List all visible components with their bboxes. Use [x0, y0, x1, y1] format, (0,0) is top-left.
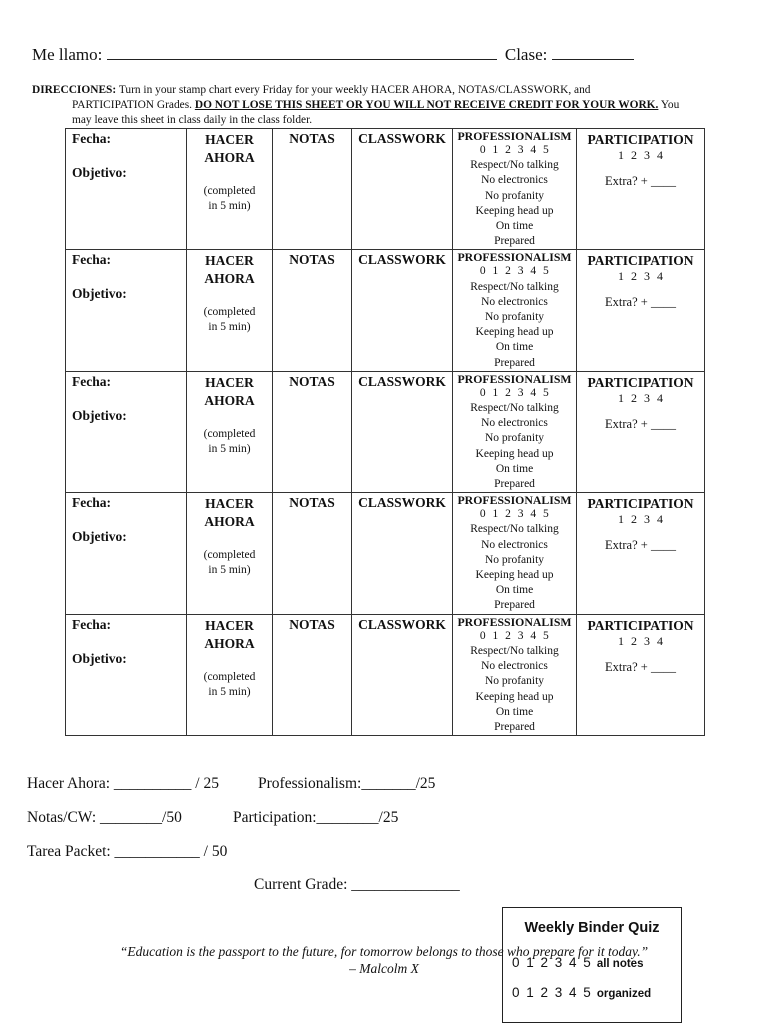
prof-item: Respect/No talking: [470, 280, 559, 293]
hacer-label: HACER: [205, 617, 254, 633]
hacer-ahora-cell[interactable]: [187, 371, 273, 492]
directions: [32, 83, 700, 128]
notas-label: NOTAS: [289, 616, 335, 632]
professionalism-label: PROFESSIONALISM: [457, 250, 572, 265]
hacer-ahora-cell[interactable]: [187, 129, 273, 250]
classwork-cell[interactable]: [352, 250, 453, 371]
fecha-cell[interactable]: [66, 250, 187, 371]
professionalism-cell[interactable]: [453, 493, 577, 614]
prof-item: No electronics: [481, 295, 548, 308]
professionalism-label: PROFESSIONALISM: [457, 371, 572, 386]
objetivo-label: Objetivo:: [72, 165, 127, 180]
prof-item: No electronics: [481, 174, 548, 187]
participation-label: PARTICIPATION: [587, 496, 694, 512]
fecha-cell[interactable]: [66, 614, 187, 735]
participation-scale: 1 2 3 4: [618, 512, 663, 527]
classwork-cell[interactable]: [352, 614, 453, 735]
participation-scale: 1 2 3 4: [618, 633, 663, 648]
extra-credit: Extra? + ____: [605, 174, 676, 188]
prof-item: No profanity: [484, 311, 545, 324]
hacer-ahora-cell[interactable]: [187, 614, 273, 735]
participation-label: PARTICIPATION: [587, 617, 694, 633]
fecha-label: Fecha:: [72, 616, 111, 632]
chart-row: [66, 493, 705, 614]
completed-note-2: in 5 min): [208, 442, 251, 455]
fecha-cell[interactable]: [66, 493, 187, 614]
professionalism-cell[interactable]: [453, 129, 577, 250]
class-label: Clase:: [504, 45, 548, 64]
prof-item: Respect/No talking: [470, 159, 559, 172]
professionalism-label: PROFESSIONALISM: [457, 614, 572, 629]
professionalism-total: Professionalism:_______/25: [258, 775, 436, 792]
prof-item: Keeping head up: [475, 204, 554, 217]
professionalism-cell[interactable]: [453, 250, 577, 371]
notas-label: NOTAS: [289, 495, 335, 511]
participation-cell[interactable]: [577, 614, 705, 735]
notas-cell[interactable]: [273, 371, 352, 492]
prof-item: On time: [495, 220, 534, 233]
quote-author: – Malcolm X: [349, 961, 419, 976]
prof-item: No profanity: [484, 189, 545, 202]
directions-line1: Turn in your stamp chart every Friday for your weekly HACER AHORA, NOTAS/CLASSWORK, and: [118, 84, 591, 96]
completed-note-1: (completed: [203, 427, 256, 440]
prof-item: Keeping head up: [475, 690, 554, 703]
objetivo-label: Objetivo:: [72, 286, 127, 302]
prof-item: No electronics: [481, 417, 548, 430]
classwork-label: CLASSWORK: [358, 131, 446, 146]
professionalism-label: PROFESSIONALISM: [457, 129, 572, 143]
chart-row: [66, 371, 705, 492]
prof-item: On time: [495, 341, 534, 354]
participation-cell[interactable]: [577, 493, 705, 614]
classwork-cell[interactable]: [352, 129, 453, 250]
extra-credit: Extra? + ____: [605, 416, 676, 431]
completed-note-2: in 5 min): [208, 564, 251, 577]
prof-item: Keeping head up: [475, 326, 554, 339]
ahora-label: AHORA: [204, 635, 255, 651]
classwork-label: CLASSWORK: [358, 252, 446, 268]
participation-label: PARTICIPATION: [587, 374, 694, 390]
hacer-label: HACER: [205, 132, 254, 147]
ahora-label: AHORA: [204, 150, 255, 165]
participation-scale: 1 2 3 4: [618, 148, 663, 162]
fecha-label: Fecha:: [72, 373, 111, 389]
participation-label: PARTICIPATION: [587, 132, 694, 147]
participation-total: Participation:________/25: [233, 809, 399, 826]
quiz-title: Weekly Binder Quiz: [524, 920, 660, 936]
completed-note-1: (completed: [203, 306, 256, 319]
objetivo-label: Objetivo:: [72, 650, 127, 666]
quiz-scale: 0 1 2 3 4 5: [512, 955, 591, 970]
participation-label: PARTICIPATION: [587, 253, 694, 269]
professionalism-label: PROFESSIONALISM: [457, 493, 572, 508]
prof-item: Prepared: [494, 478, 535, 491]
professionalism-scale: 0 1 2 3 4 5: [479, 265, 550, 278]
fecha-label: Fecha:: [72, 131, 111, 146]
fecha-cell[interactable]: [66, 129, 187, 250]
completed-note-2: in 5 min): [208, 200, 251, 212]
directions-line2a: PARTICIPATION Grades.: [72, 99, 192, 111]
prof-item: No electronics: [481, 538, 548, 551]
hacer-label: HACER: [205, 374, 254, 390]
tarea-packet-total: Tarea Packet: ___________ / 50: [27, 843, 228, 860]
prof-item: Respect/No talking: [470, 402, 559, 415]
directions-line3: may leave this sheet in class daily in the class folder.: [72, 114, 313, 126]
notas-label: NOTAS: [289, 373, 335, 389]
professionalism-scale: 0 1 2 3 4 5: [479, 508, 550, 521]
notas-label: NOTAS: [289, 252, 335, 268]
prof-item: Prepared: [494, 599, 535, 612]
quiz-label-notes: all notes: [596, 958, 644, 970]
hacer-ahora-total: Hacer Ahora: __________ / 25: [27, 775, 219, 792]
prof-item: Keeping head up: [475, 569, 554, 582]
classwork-label: CLASSWORK: [358, 373, 446, 389]
fecha-cell[interactable]: [66, 371, 187, 492]
prof-item: No profanity: [484, 675, 545, 688]
participation-scale: 1 2 3 4: [618, 390, 663, 405]
professionalism-scale: 0 1 2 3 4 5: [479, 386, 550, 399]
professionalism-cell[interactable]: [453, 371, 577, 492]
stamp-chart: [65, 128, 705, 736]
prof-item: No profanity: [484, 553, 545, 566]
participation-cell[interactable]: [577, 371, 705, 492]
participation-cell[interactable]: [577, 250, 705, 371]
prof-item: No profanity: [484, 432, 545, 445]
quiz-label-organized: organized: [596, 988, 652, 1000]
extra-credit: Extra? + ____: [605, 295, 676, 310]
notas-cell[interactable]: [273, 250, 352, 371]
prof-item: Keeping head up: [475, 447, 554, 460]
prof-item: On time: [495, 584, 534, 597]
ahora-label: AHORA: [204, 392, 255, 408]
notas-cw-total: Notas/CW: ________/50: [27, 809, 182, 826]
header-line: [32, 45, 634, 65]
prof-item: Respect/No talking: [470, 644, 559, 657]
completed-note-2: in 5 min): [208, 685, 251, 698]
name-field[interactable]: [107, 45, 497, 60]
ahora-label: AHORA: [204, 271, 255, 287]
hacer-label: HACER: [205, 496, 254, 512]
fecha-label: Fecha:: [72, 252, 111, 268]
completed-note-2: in 5 min): [208, 321, 251, 334]
professionalism-scale: 0 1 2 3 4 5: [479, 144, 550, 156]
quote: [40, 943, 728, 977]
professionalism-cell[interactable]: [453, 614, 577, 735]
objetivo-label: Objetivo:: [72, 407, 127, 423]
prof-item: Prepared: [494, 235, 535, 248]
completed-note-1: (completed: [203, 185, 256, 197]
directions-warning: DO NOT LOSE THIS SHEET OR YOU WILL NOT RECEIVE CREDIT FOR YOUR WORK.: [194, 99, 659, 111]
hacer-ahora-cell[interactable]: [187, 250, 273, 371]
participation-scale: 1 2 3 4: [618, 269, 663, 284]
completed-note-1: (completed: [203, 670, 256, 683]
directions-label: DIRECCIONES:: [32, 84, 117, 96]
participation-cell[interactable]: [577, 129, 705, 250]
current-grade: Current Grade: ______________: [254, 876, 460, 893]
notas-cell[interactable]: [273, 129, 352, 250]
extra-credit: Extra? + ____: [605, 659, 676, 674]
professionalism-scale: 0 1 2 3 4 5: [479, 629, 550, 642]
classwork-cell[interactable]: [352, 493, 453, 614]
prof-item: Respect/No talking: [470, 523, 559, 536]
quiz-row-organized: [512, 985, 651, 1000]
prof-item: Prepared: [494, 720, 535, 733]
chart-row: [66, 614, 705, 735]
prof-item: Prepared: [494, 356, 535, 369]
fecha-label: Fecha:: [72, 495, 111, 511]
quote-text: “Education is the passport to the future, for tomorrow belongs to those who prepare for it today.”: [119, 944, 649, 959]
objetivo-label: Objetivo:: [72, 529, 127, 545]
extra-credit: Extra? + ____: [605, 538, 676, 553]
prof-item: On time: [495, 705, 534, 718]
directions-line2c: You: [660, 99, 680, 111]
classwork-label: CLASSWORK: [358, 495, 446, 511]
chart-row: [66, 129, 705, 250]
name-label: Me llamo:: [32, 45, 103, 64]
class-field[interactable]: [552, 45, 634, 60]
chart-row: [66, 250, 705, 371]
classwork-cell[interactable]: [352, 371, 453, 492]
ahora-label: AHORA: [204, 514, 255, 530]
classwork-label: CLASSWORK: [358, 616, 446, 632]
quiz-scale: 0 1 2 3 4 5: [512, 985, 591, 1000]
notas-label: NOTAS: [289, 131, 335, 146]
hacer-label: HACER: [205, 253, 254, 269]
notas-cell[interactable]: [273, 493, 352, 614]
prof-item: On time: [495, 462, 534, 475]
hacer-ahora-cell[interactable]: [187, 493, 273, 614]
completed-note-1: (completed: [203, 549, 256, 562]
prof-item: No electronics: [481, 660, 548, 673]
notas-cell[interactable]: [273, 614, 352, 735]
